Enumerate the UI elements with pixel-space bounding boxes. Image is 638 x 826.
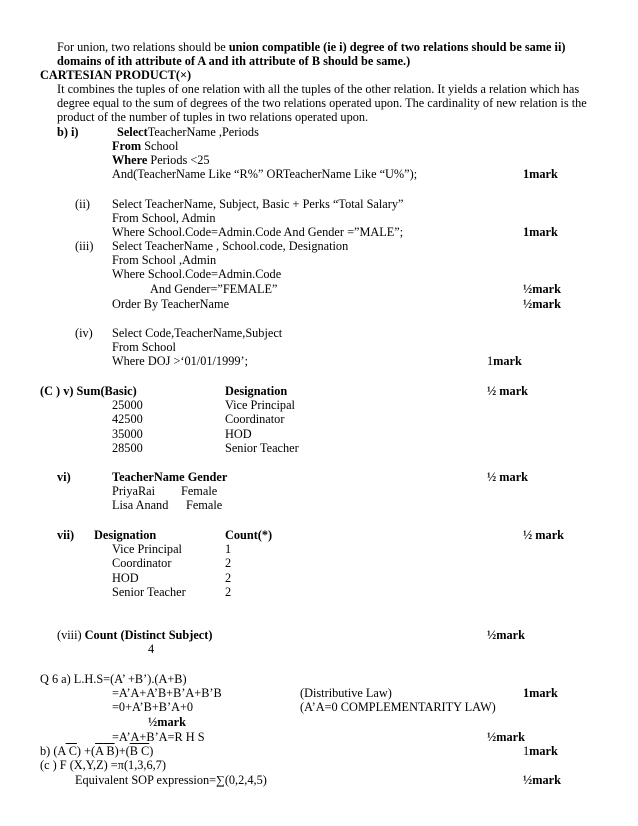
query-iii-line-5: Order By TeacherName	[112, 297, 230, 311]
mark-q6b	[523, 744, 558, 758]
mark-iii-1: ½mark	[523, 282, 561, 296]
query-i-where	[112, 153, 210, 167]
query-iii-line-4: And Gender=”FEMALE”	[150, 282, 278, 296]
intro-bold-text: union compatible (ie i) degree of two relations should be same ii)	[228, 40, 566, 54]
output-vi-header: TeacherName Gender	[112, 470, 228, 484]
mark-q6b-word: mark	[529, 744, 558, 758]
output-vi-name: PriyaRai	[112, 484, 156, 498]
output-viii-label: (viii)	[57, 628, 85, 642]
question-b-label: b) i)	[57, 125, 79, 139]
cartesian-line-3: product of the number of tuples in two relations operated upon.	[57, 110, 369, 124]
q6b-join2: )+(	[114, 744, 130, 758]
query-iv-line-3: Where DOJ >‘01/01/1999’;	[112, 354, 249, 368]
output-viii-line	[57, 628, 212, 642]
query-i-select	[117, 125, 259, 139]
mark-q6a-2: ½mark	[148, 715, 186, 729]
q6c-line-2: Equivalent SOP expression=∑(0,2,4,5)	[75, 773, 267, 787]
query-iv-line-1: Select Code,TeacherName,Subject	[112, 326, 283, 340]
output-v-designation: Senior Teacher	[225, 441, 299, 455]
output-v-basic: 42500	[112, 412, 143, 426]
mark-viii: ½mark	[487, 628, 525, 642]
q6b-term1-b: C	[65, 744, 77, 758]
q6a-line-3: =0+A’B+B’A+0	[112, 700, 194, 714]
mark-i: 1mark	[523, 167, 558, 181]
query-ii-line-2: From School, Admin	[112, 211, 216, 225]
output-vii-count-header: Count(*)	[225, 528, 273, 542]
q6b-term1-a: A	[57, 744, 66, 758]
q6a-line-2-note: (Distributive Law)	[300, 686, 392, 700]
mark-ii: 1mark	[523, 225, 558, 239]
output-vii-count: 1	[225, 542, 232, 556]
query-ii-line-3: Where School.Code=Admin.Code And Gender =”MALE”;	[112, 225, 404, 239]
query-i-from	[112, 139, 178, 153]
mark-vi: ½ mark	[487, 470, 528, 484]
mark-q6b-number: 1	[523, 744, 530, 758]
output-viii-query: Count (Distinct Subject)	[84, 628, 213, 642]
q6b-term3-b: C	[137, 744, 150, 758]
output-vi-gender: Female	[186, 498, 223, 512]
output-vii-count: 2	[225, 585, 232, 599]
output-v-designation: Coordinator	[225, 412, 285, 426]
mark-q6a-3: ½mark	[487, 730, 525, 744]
output-vi-name: Lisa Anand	[112, 498, 169, 512]
intro-text: For union, two relations should be	[57, 40, 229, 54]
mark-iv-word: mark	[493, 354, 522, 368]
query-i-and: And(TeacherName Like “R%” ORTeacherName Like “U%”);	[112, 167, 418, 181]
intro-line-2: domains of ith attribute of A and ith attribute of B should be same.)	[57, 54, 411, 68]
q6b-term3-a: $\overline{B}$	[129, 744, 138, 758]
q6a-line-2: =A’A+A’B+B’A+B’B	[112, 686, 222, 700]
output-vii-designation: Senior Teacher	[112, 585, 186, 599]
where-keyword: Where	[112, 153, 148, 167]
query-ii-line-1: Select TeacherName, Subject, Basic + Perks “Total Salary”	[112, 197, 404, 211]
from-keyword: From	[112, 139, 142, 153]
mark-v: ½ mark	[487, 384, 528, 398]
output-vi-gender: Female	[181, 484, 218, 498]
q6b-expression	[40, 744, 153, 758]
output-vi-label: vi)	[57, 470, 71, 484]
q6b-term2-b: B	[103, 744, 115, 758]
output-vii-designation-header: Designation	[94, 528, 157, 542]
output-v-basic: 28500	[112, 441, 143, 455]
cartesian-heading: CARTESIAN PRODUCT(×)	[40, 68, 192, 82]
q6b-label: b) (	[40, 744, 58, 758]
mark-vii: ½ mark	[523, 528, 564, 542]
mark-q6c: ½mark	[523, 773, 561, 787]
q6b-close: )	[149, 744, 154, 758]
output-v-basic: 35000	[112, 427, 143, 441]
output-vii-designation: Coordinator	[112, 556, 172, 570]
output-v-designation-header: Designation	[225, 384, 288, 398]
where-condition: Periods <25	[147, 153, 210, 167]
q6b-term2-a: $\overline{A}$	[95, 744, 104, 758]
query-iii-line-1: Select TeacherName , School.code, Designation	[112, 239, 349, 253]
q6b-join1: ) +(	[76, 744, 96, 758]
q6c-line-1: (c ) F (X,Y,Z) =π(1,3,6,7)	[40, 758, 166, 772]
mark-iv-number: 1	[487, 354, 494, 368]
select-keyword: Select	[117, 125, 148, 139]
from-table: School	[141, 139, 179, 153]
cartesian-line-2: degree equal to the sum of degrees of the two relations operated upon. The cardinality of new relation is the	[57, 96, 587, 110]
output-vii-designation: HOD	[112, 571, 139, 585]
q6a-line-5: =A’A+B’A=R H S	[112, 730, 205, 744]
query-ii-num: (ii)	[75, 197, 91, 211]
cartesian-line-1: It combines the tuples of one relation with all the tuples of the other relation. It yields a relation which has	[57, 82, 580, 96]
intro-line-1	[57, 40, 566, 54]
output-vii-count: 2	[225, 571, 232, 585]
output-vii-designation: Vice Principal	[112, 542, 182, 556]
mark-iv	[487, 354, 522, 368]
output-v-basic: 25000	[112, 398, 143, 412]
output-vii-count: 2	[225, 556, 232, 570]
q6a-line-1: Q 6 a) L.H.S=(A’ +B’).(A+B)	[40, 672, 187, 686]
output-v-label: (C ) v) Sum(Basic)	[40, 384, 137, 398]
mark-q6a-1: 1mark	[523, 686, 558, 700]
mark-iii-2: ½mark	[523, 297, 561, 311]
query-iv-num: (iv)	[75, 326, 93, 340]
output-v-designation: Vice Principal	[225, 398, 295, 412]
output-vii-label: vii)	[57, 528, 75, 542]
q6a-line-3-note: (A’A=0 COMPLEMENTARITY LAW)	[300, 700, 496, 714]
select-columns: TeacherName ,Periods	[147, 125, 259, 139]
query-iii-line-2: From School ,Admin	[112, 253, 217, 267]
query-iv-line-2: From School	[112, 340, 176, 354]
output-viii-value: 4	[148, 642, 155, 656]
output-v-designation: HOD	[225, 427, 252, 441]
query-iii-num: (iii)	[75, 239, 94, 253]
query-iii-line-3: Where School.Code=Admin.Code	[112, 267, 282, 281]
